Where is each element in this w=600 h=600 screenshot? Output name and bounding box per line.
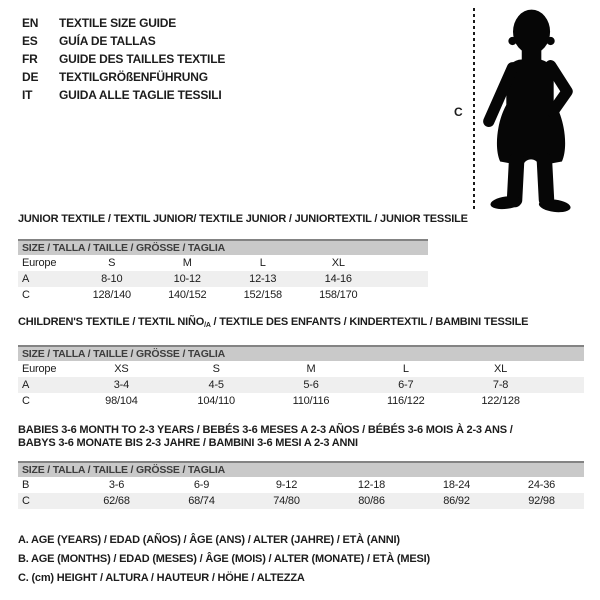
height-cell: 158/170 [319, 289, 358, 301]
row-label: C [22, 495, 30, 507]
legend-age-months: B. AGE (MONTHS) / EDAD (MESES) / ÂGE (MOIS) / ALTER (MONATE) / ETÀ (MESI) [18, 553, 430, 565]
section-title-line1: BABIES 3-6 MONTH TO 2-3 YEARS / BEBÉS 3-6 MESES A 2-3 AÑOS / BÉBÉS 3-6 MOIS À 2-3 ANS / [18, 424, 513, 436]
age-cell: 9-12 [275, 479, 298, 491]
lang-label: TEXTILGRÖßENFÜHRUNG [59, 70, 208, 84]
height-cell: 98/104 [105, 395, 138, 407]
section-title: CHILDREN'S TEXTILE / TEXTIL $NIÑO_{/A}$ / TEXTILE DES ENFANTS / KINDERTEXTIL / BAMBINI TESSILE [18, 316, 529, 329]
section-title-line2: BABYS 3-6 MONATE BIS 2-3 JAHRE / BAMBINI 3-6 MESI A 2-3 ANNI [18, 437, 358, 449]
height-measure-figure [448, 0, 600, 218]
age-cell: 5-6 [303, 379, 319, 391]
size-cell: S [108, 257, 116, 269]
lang-code: EN [22, 16, 39, 30]
height-cell: 110/116 [292, 395, 330, 407]
age-cell: 12-13 [249, 273, 277, 285]
size-cell: XL [494, 363, 508, 375]
size-cell: M [182, 257, 192, 269]
lang-row-fr [22, 50, 225, 68]
table-row-europe [18, 361, 584, 377]
size-cell: M [306, 363, 316, 375]
age-cell: 7-8 [492, 379, 509, 391]
table-row-height [18, 287, 428, 303]
lang-row-es [22, 32, 225, 50]
measure-legend [18, 531, 430, 588]
age-cell: 6-9 [193, 479, 210, 491]
lang-row-it [22, 86, 225, 104]
children-textile-section [18, 316, 584, 409]
age-cell: 6-7 [398, 379, 414, 391]
height-cell: 116/122 [387, 395, 425, 407]
row-label: A [22, 379, 30, 391]
table-row-height [18, 493, 584, 509]
size-header-bar: SIZE / TALLA / TAILLE / GRÖSSE / TAGLIA [18, 239, 428, 255]
table-row-age-months [18, 477, 584, 493]
table-row-height [18, 393, 584, 409]
age-cell: 3-6 [108, 479, 125, 491]
age-cell: 10-12 [173, 273, 201, 285]
age-cell: 4-5 [208, 379, 224, 391]
height-cell: 152/158 [243, 289, 282, 301]
age-cell: 3-4 [113, 379, 130, 391]
lang-label: GUIDA ALLE TAGLIE TESSILI [59, 88, 222, 102]
junior-size-table [18, 239, 428, 303]
age-cell: 14-16 [324, 273, 352, 285]
size-header-bar: SIZE / TALLA / TAILLE / GRÖSSE / TAGLIA [18, 345, 584, 361]
height-cell: 104/110 [197, 395, 235, 407]
lang-label: GUIDE DES TAILLES TEXTILE [59, 52, 226, 66]
lang-row-en [22, 14, 225, 32]
row-label: C [22, 395, 30, 407]
junior-textile-section [18, 213, 468, 303]
row-label: B [22, 479, 30, 491]
table-row-europe [18, 255, 428, 271]
age-cell: 18-24 [442, 479, 471, 491]
lang-code: IT [22, 88, 33, 102]
children-size-table [18, 345, 584, 409]
age-cell: 8-10 [101, 273, 123, 285]
height-cell: 122/128 [481, 395, 520, 407]
table-row-age [18, 377, 584, 393]
babies-size-table [18, 461, 584, 509]
lang-row-de [22, 68, 225, 86]
size-cell: XL [331, 257, 345, 269]
size-cell: L [402, 363, 409, 375]
lang-code: ES [22, 34, 38, 48]
height-cell: 140/152 [168, 289, 207, 301]
height-cell: 80/86 [358, 495, 385, 507]
size-cell: S [212, 363, 220, 375]
height-cell: 68/74 [188, 495, 215, 507]
row-label: C [22, 289, 30, 301]
lang-code: FR [22, 52, 38, 66]
language-title-list [22, 14, 225, 104]
lang-code: DE [22, 70, 39, 84]
baby-silhouette-icon [478, 6, 582, 214]
height-measure-label: C [454, 105, 463, 119]
height-cell: 74/80 [273, 495, 300, 507]
age-cell: 24-36 [527, 479, 556, 491]
size-cell: XS [114, 363, 129, 375]
height-cell: 62/68 [103, 495, 130, 507]
gender-subscript: /A [204, 322, 211, 329]
size-header-bar: SIZE / TALLA / TAILLE / GRÖSSE / TAGLIA [18, 461, 584, 477]
table-row-age [18, 271, 428, 287]
legend-height-cm: C. (cm) HEIGHT / ALTURA / HAUTEUR / HÖHE / ALTEZZA [18, 572, 305, 584]
height-dashed-line [473, 8, 475, 210]
row-label: Europe [22, 363, 57, 375]
legend-age-years: A. AGE (YEARS) / EDAD (AÑOS) / ÂGE (ANS) / ALTER (JAHRE) / ETÀ (ANNI) [18, 534, 400, 546]
lang-label: TEXTILE SIZE GUIDE [59, 16, 177, 30]
height-cell: 92/98 [528, 495, 555, 507]
section-title: JUNIOR TEXTILE / TEXTIL JUNIOR/ TEXTILE JUNIOR / JUNIORTEXTIL / JUNIOR TESSILE [18, 213, 468, 225]
lang-label: GUÍA DE TALLAS [59, 34, 156, 48]
age-cell: 12-18 [357, 479, 386, 491]
height-cell: 128/140 [92, 289, 131, 301]
row-label: A [22, 273, 30, 285]
size-cell: L [259, 257, 266, 269]
row-label: Europe [22, 257, 57, 269]
height-cell: 86/92 [443, 495, 470, 507]
babies-textile-section [18, 424, 584, 509]
